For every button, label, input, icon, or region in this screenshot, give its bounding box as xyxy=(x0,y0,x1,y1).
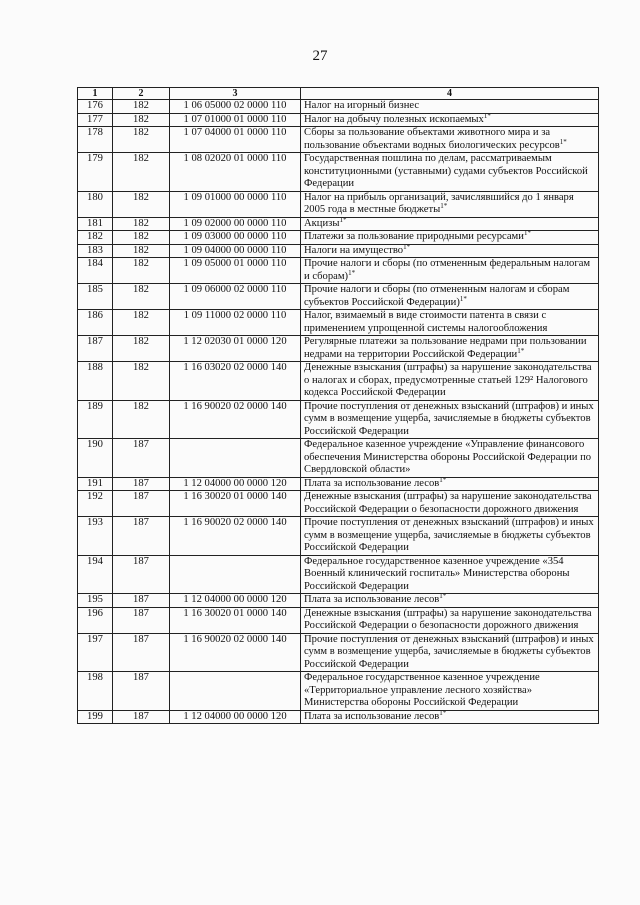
row-number-cell: 180 xyxy=(78,191,113,217)
admin-code-cell: 187 xyxy=(113,633,170,672)
admin-code-cell: 187 xyxy=(113,710,170,724)
footnote-marker: 1* xyxy=(339,217,347,224)
admin-code-cell: 187 xyxy=(113,491,170,517)
revenue-name-cell xyxy=(301,633,599,672)
footnote-marker: 1* xyxy=(439,593,447,600)
row-number-cell: 186 xyxy=(78,310,113,336)
revenue-name-cell xyxy=(301,153,599,192)
revenue-name-text: Сборы за пользование объектами животного мира и за пользование объектами водных биологических ресурсов xyxy=(304,127,560,151)
revenue-name-cell xyxy=(301,491,599,517)
revenue-name-cell xyxy=(301,607,599,633)
revenue-name-cell xyxy=(301,439,599,478)
table-row xyxy=(78,710,599,724)
table-row xyxy=(78,284,599,310)
footnote-marker: 1* xyxy=(483,113,491,120)
revenue-name-text: Акцизы xyxy=(304,217,340,229)
revenue-name-cell xyxy=(301,672,599,711)
row-number-cell: 187 xyxy=(78,336,113,362)
revenue-name-cell xyxy=(301,258,599,284)
admin-code-cell: 182 xyxy=(113,362,170,401)
revenue-name-text: Налог на игорный бизнес xyxy=(304,100,420,111)
admin-code-cell: 182 xyxy=(113,284,170,310)
footnote-marker: 1* xyxy=(439,477,447,484)
footnote-marker: 1* xyxy=(348,268,356,277)
table-row xyxy=(78,400,599,439)
revenue-name-text: Налоги на имущество xyxy=(304,244,404,256)
budget-code-cell: 1 09 04000 00 0000 110 xyxy=(170,244,301,258)
revenue-name-text: Прочие поступления от денежных взысканий (штрафов) и иных сумм в возмещение ущерба, зачисляемые в бюджеты субъектов Российской Федерации xyxy=(304,400,594,437)
revenue-name-text: Денежные взыскания (штрафы) за нарушение законодательства Российской Федерации о безопасности дорожного движения xyxy=(304,607,592,631)
admin-code-cell: 182 xyxy=(113,113,170,127)
budget-code-cell: 1 07 04000 01 0000 110 xyxy=(170,127,301,153)
table-row xyxy=(78,258,599,284)
budget-code-cell: 1 16 30020 01 0000 140 xyxy=(170,607,301,633)
budget-code-cell: 1 16 90020 02 0000 140 xyxy=(170,633,301,672)
row-number-cell: 192 xyxy=(78,491,113,517)
budget-code-cell: 1 08 02020 01 0000 110 xyxy=(170,153,301,192)
revenue-name-cell xyxy=(301,113,599,127)
revenue-name-text: Плата за использование лесов xyxy=(304,594,440,605)
admin-code-cell: 182 xyxy=(113,127,170,153)
row-number-cell: 197 xyxy=(78,633,113,672)
revenue-name-text: Плата за использование лесов xyxy=(304,710,440,722)
table-row xyxy=(78,672,599,711)
budget-code-cell: 1 12 04000 00 0000 120 xyxy=(170,710,301,724)
table-row xyxy=(78,607,599,633)
row-number-cell: 184 xyxy=(78,258,113,284)
admin-code-cell: 182 xyxy=(113,310,170,336)
budget-code-cell: 1 09 02000 00 0000 110 xyxy=(170,217,301,231)
revenue-name-cell xyxy=(301,710,599,724)
revenue-name-cell xyxy=(301,555,599,594)
table-row xyxy=(78,310,599,336)
page-number: 27 xyxy=(312,48,328,64)
footnote-marker: 1* xyxy=(439,710,447,717)
table-row xyxy=(78,517,599,556)
table-row xyxy=(78,100,599,114)
admin-code-cell: 187 xyxy=(113,439,170,478)
revenue-name-cell xyxy=(301,191,599,217)
admin-code-cell: 182 xyxy=(113,231,170,245)
table-row xyxy=(78,191,599,217)
row-number-cell: 188 xyxy=(78,362,113,401)
revenue-name-cell xyxy=(301,362,599,401)
admin-code-cell: 182 xyxy=(113,244,170,258)
table-row xyxy=(78,555,599,594)
admin-code-cell: 187 xyxy=(113,607,170,633)
revenue-codes-table xyxy=(77,87,599,724)
row-number-cell: 179 xyxy=(78,153,113,192)
row-number-cell: 178 xyxy=(78,127,113,153)
table-row xyxy=(78,477,599,491)
table-row xyxy=(78,594,599,608)
row-number-cell: 191 xyxy=(78,477,113,491)
admin-code-cell: 182 xyxy=(113,100,170,114)
row-number-cell: 193 xyxy=(78,517,113,556)
column-header: 1 xyxy=(78,88,113,100)
table-row xyxy=(78,127,599,153)
table-row xyxy=(78,439,599,478)
revenue-name-text: Плата за использование лесов xyxy=(304,477,440,489)
column-header: 2 xyxy=(113,88,170,100)
revenue-name-text: Денежные взыскания (штрафы) за нарушение законодательства о налогах и сборах, предусмотренные статьей 129² Налогового кодекса Российской Федерации xyxy=(304,362,592,398)
admin-code-cell: 182 xyxy=(113,191,170,217)
admin-code-cell: 182 xyxy=(113,258,170,284)
table-row xyxy=(78,244,599,258)
revenue-name-text: Платежи за пользование природными ресурсами xyxy=(304,231,524,242)
revenue-name-text: Прочие поступления от денежных взысканий (штрафов) и иных сумм в возмещение ущерба, зачисляемые в бюджеты субъектов Российской Федерации xyxy=(304,517,594,553)
budget-code-cell: 1 16 30020 01 0000 140 xyxy=(170,491,301,517)
footnote-marker: 1* xyxy=(459,294,467,303)
footnote-marker: 1* xyxy=(559,137,567,146)
revenue-name-text: Федеральное казенное учреждение «Управление финансового обеспечения Министерства обороны Российской Федерации по Свердловской области» xyxy=(304,439,592,475)
admin-code-cell: 187 xyxy=(113,517,170,556)
footnote-marker: 1* xyxy=(523,230,531,237)
row-number-cell: 190 xyxy=(78,439,113,478)
row-number-cell: 194 xyxy=(78,555,113,594)
revenue-name-cell xyxy=(301,477,599,491)
budget-code-cell: 1 12 04000 00 0000 120 xyxy=(170,477,301,491)
row-number-cell: 181 xyxy=(78,217,113,231)
table-row xyxy=(78,217,599,231)
admin-code-cell: 182 xyxy=(113,336,170,362)
footnote-marker: 1* xyxy=(517,346,525,355)
row-number-cell: 189 xyxy=(78,400,113,439)
column-header: 3 xyxy=(170,88,301,100)
admin-code-cell: 182 xyxy=(113,400,170,439)
revenue-name-text: Налог на добычу полезных ископаемых xyxy=(304,113,484,125)
table-row xyxy=(78,336,599,362)
budget-code-cell: 1 16 90020 02 0000 140 xyxy=(170,517,301,556)
budget-code-cell: 1 09 05000 01 0000 110 xyxy=(170,258,301,284)
admin-code-cell: 182 xyxy=(113,217,170,231)
budget-code-cell xyxy=(170,672,301,711)
table-row xyxy=(78,362,599,401)
revenue-name-text: Денежные взыскания (штрафы) за нарушение законодательства Российской Федерации о безопасности дорожного движения xyxy=(304,491,592,515)
admin-code-cell: 187 xyxy=(113,594,170,608)
table-row xyxy=(78,633,599,672)
budget-code-cell: 1 09 03000 00 0000 110 xyxy=(170,231,301,245)
budget-code-cell: 1 12 04000 00 0000 120 xyxy=(170,594,301,608)
row-number-cell: 176 xyxy=(78,100,113,114)
budget-code-cell xyxy=(170,439,301,478)
budget-code-cell: 1 16 03020 02 0000 140 xyxy=(170,362,301,401)
revenue-name-cell xyxy=(301,400,599,439)
revenue-name-text: Федеральное государственное казенное учреждение «Территориальное управление лесного хозяйства» Министерства обороны Российской Федерации xyxy=(304,672,540,708)
revenue-name-cell xyxy=(301,336,599,362)
row-number-cell: 198 xyxy=(78,672,113,711)
table-row xyxy=(78,113,599,127)
revenue-name-cell xyxy=(301,594,599,608)
revenue-name-cell xyxy=(301,517,599,556)
table-row xyxy=(78,153,599,192)
budget-code-cell: 1 06 05000 02 0000 110 xyxy=(170,100,301,114)
revenue-name-cell xyxy=(301,217,599,231)
revenue-name-cell xyxy=(301,284,599,310)
row-number-cell: 183 xyxy=(78,244,113,258)
revenue-name-text: Прочие поступления от денежных взысканий (штрафов) и иных сумм в возмещение ущерба, зачисляемые в бюджеты субъектов Российской Федерации xyxy=(304,633,594,670)
budget-code-cell xyxy=(170,555,301,594)
revenue-name-cell xyxy=(301,310,599,336)
row-number-cell: 182 xyxy=(78,231,113,245)
revenue-name-text: Прочие налоги и сборы (по отмененным налогам и сборам субъектов Российской Федерации) xyxy=(304,284,570,308)
column-header: 4 xyxy=(301,88,599,100)
table-row xyxy=(78,231,599,245)
budget-code-cell: 1 16 90020 02 0000 140 xyxy=(170,400,301,439)
header-row xyxy=(78,88,599,100)
row-number-cell: 199 xyxy=(78,710,113,724)
revenue-name-cell xyxy=(301,244,599,258)
row-number-cell: 177 xyxy=(78,113,113,127)
revenue-name-text: Государственная пошлина по делам, рассматриваемым конституционными (уставными) судами субъектов Российской Федерации xyxy=(304,153,588,189)
budget-code-cell: 1 09 11000 02 0000 110 xyxy=(170,310,301,336)
budget-code-cell: 1 12 02030 01 0000 120 xyxy=(170,336,301,362)
revenue-name-text: Прочие налоги и сборы (по отмененным федеральным налогам и сборам) xyxy=(304,258,591,282)
admin-code-cell: 187 xyxy=(113,672,170,711)
budget-code-cell: 1 09 01000 00 0000 110 xyxy=(170,191,301,217)
budget-code-cell: 1 07 01000 01 0000 110 xyxy=(170,113,301,127)
budget-code-cell: 1 09 06000 02 0000 110 xyxy=(170,284,301,310)
revenue-name-cell xyxy=(301,231,599,245)
revenue-name-text: Регулярные платежи за пользование недрами при пользовании недрами на территории Российской Федерации xyxy=(304,336,587,360)
revenue-name-cell xyxy=(301,100,599,114)
footnote-marker: 1* xyxy=(440,202,448,210)
admin-code-cell: 187 xyxy=(113,477,170,491)
admin-code-cell: 187 xyxy=(113,555,170,594)
revenue-name-text: Налог, взимаемый в виде стоимости патента в связи с применением упрощенной системы налогообложения xyxy=(304,310,548,334)
table-row xyxy=(78,491,599,517)
revenue-name-cell xyxy=(301,127,599,153)
footnote-marker: 1* xyxy=(403,244,411,251)
row-number-cell: 196 xyxy=(78,607,113,633)
revenue-name-text: Федеральное государственное казенное учреждение «354 Военный клинический госпиталь» Министерства обороны Российской Федерации xyxy=(304,555,570,592)
row-number-cell: 185 xyxy=(78,284,113,310)
revenue-name-text: Налог на прибыль организаций, зачислявшийся до 1 января 2005 года в местные бюджеты xyxy=(304,191,574,215)
row-number-cell: 195 xyxy=(78,594,113,608)
admin-code-cell: 182 xyxy=(113,153,170,192)
